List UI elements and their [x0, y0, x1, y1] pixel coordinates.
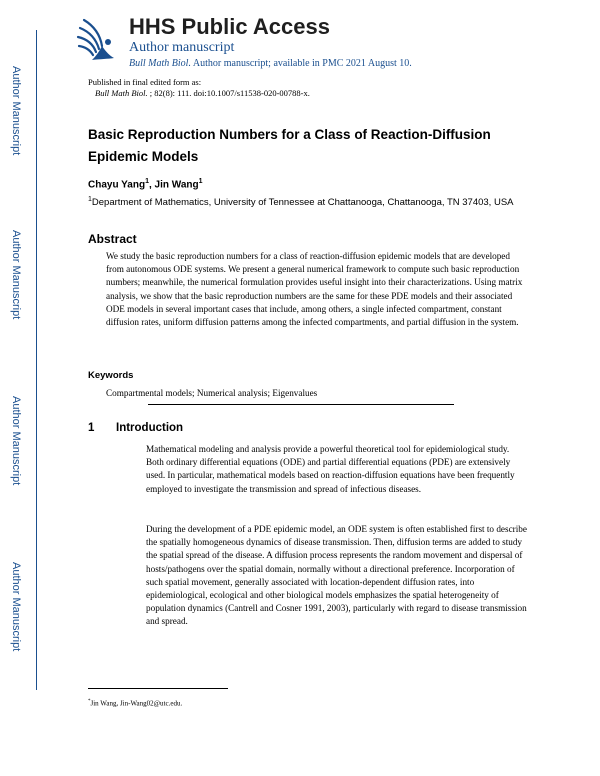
citation	[95, 88, 310, 98]
header-journal: Bull Math Biol.	[129, 58, 191, 69]
citation-details: ; 82(8): 111. doi:10.1007/s11538-020-00788-x.	[147, 88, 310, 98]
header-subtitle: Author manuscript	[129, 40, 235, 55]
author-affil-mark: 1	[145, 178, 149, 185]
intro-paragraph-2: During the development of a PDE epidemic model, an ODE system is often established first to describe the spatially homogeneous dynamics of disease transmission. Then, diffusion terms are added to study the spatial spread of the disease. A diffusion process represents the random movement and dispersal of hosts/pathogens over the spatial domain, normally without a directional preference. Incorporation of such spatial movement, generally associated with location-dependent diffusion rates, into epidemiological, ecological and other biological models emphasizes the spatial heterogeneity of population dynamics (Cantrell and Cosner 1991, 2003), particularly with regard to disease transmission and spread.	[146, 524, 527, 627]
sidebar-divider	[36, 30, 37, 690]
sidebar-label-3: Author Manuscript	[10, 396, 22, 486]
hhs-eagle-icon	[74, 12, 118, 64]
footnote-mark: *	[88, 699, 91, 704]
published-label: Published in final edited form as:	[88, 77, 202, 87]
affiliation-text: Department of Mathematics, University of Tennessee at Chattanooga, Chattanooga, TN 37403, USA	[91, 197, 514, 209]
abstract-text: We study the basic reproduction numbers for a class of reaction-diffusion epidemic models that are developed from autonomous ODE systems. We present a general numerical framework to compute such basic reproduction numbers; meanwhile, the numerical formulation provides useful insight into their characterizations. Using matrix analysis, we show that the basic reproduction numbers are the same for these PDE models and their associated ODE models in several important cases that include, among others, a single infected compartment, constant diffusion rates, uniform diffusion patterns among the infected compartments, and partial diffusion in the system.	[106, 251, 523, 328]
affiliation-mark: 1	[88, 196, 92, 203]
author-separator: ,	[148, 179, 155, 191]
section-title: Introduction	[116, 422, 184, 434]
header-availability-text: Author manuscript; available in PMC 2021 August 10.	[190, 58, 412, 69]
intro-heading	[88, 422, 183, 434]
citation-journal: Bull Math Biol.	[95, 88, 148, 98]
sidebar-label-2: Author Manuscript	[10, 230, 22, 320]
section-divider	[148, 404, 454, 405]
author-name: Chayu Yang	[88, 179, 146, 191]
keywords-text: Compartmental models; Numerical analysis; Eigenvalues	[106, 388, 318, 398]
author-affil-mark: 1	[198, 178, 203, 185]
header-availability	[129, 58, 412, 70]
abstract-heading: Abstract	[88, 232, 137, 246]
paper-title: Basic Reproduction Numbers for a Class of Reaction-Diffusion Epidemic Models	[88, 127, 491, 164]
section-number: 1	[88, 422, 95, 434]
affiliation	[88, 193, 528, 209]
author-list	[88, 176, 203, 191]
keywords-heading: Keywords	[88, 370, 134, 381]
footnote	[88, 697, 182, 708]
author-name: Jin Wang	[154, 179, 199, 191]
sidebar-label-1: Author Manuscript	[10, 66, 22, 156]
intro-paragraph-1: Mathematical modeling and analysis provide a powerful theoretical tool for epidemiological study. Both ordinary differential equations (ODE) and partial differential equations (PDE) are extensively used. In particular, mathematical models based on reaction-diffusion equations have been frequently employed to investigate the transmission and spread of infectious diseases.	[146, 444, 515, 494]
sidebar-label-4: Author Manuscript	[10, 562, 22, 652]
header-title: HHS Public Access	[129, 14, 330, 39]
footnote-divider	[88, 688, 228, 689]
footnote-text: Jin Wang, Jin-Wang02@utc.edu.	[90, 699, 183, 708]
